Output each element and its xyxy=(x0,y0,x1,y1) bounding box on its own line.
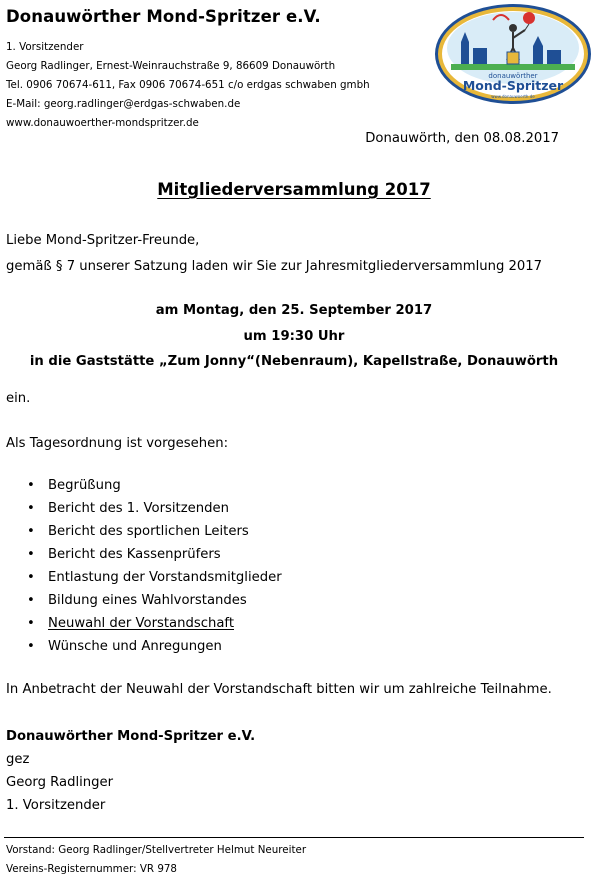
agenda-item-text: Entlastung der Vorstandsmitglieder xyxy=(48,570,282,585)
signature-org: Donauwörther Mond-Spritzer e.V. xyxy=(6,729,256,744)
signature-role: 1. Vorsitzender xyxy=(6,798,106,813)
document-title-text: Mitgliederversammlung 2017 xyxy=(157,180,431,199)
event-details xyxy=(0,298,588,375)
bullet-icon: • xyxy=(27,593,35,608)
agenda-item xyxy=(6,635,282,658)
letterhead-contact xyxy=(6,38,370,133)
signature-block xyxy=(6,725,255,817)
letterhead-website: www.donauwoerther-mondspritzer.de xyxy=(6,117,199,129)
footer-board: Vorstand: Georg Radlinger/Stellvertreter Helmut Neureiter xyxy=(6,844,307,856)
agenda-item-text: Bildung eines Wahlvorstandes xyxy=(48,593,247,608)
agenda-item xyxy=(6,543,282,566)
signature-name: Georg Radlinger xyxy=(6,775,114,790)
logo-top-text: donauwörther xyxy=(488,72,538,80)
agenda-item xyxy=(6,566,282,589)
event-time: um 19:30 Uhr xyxy=(243,328,345,344)
logo-main-text: Mond-Spritzer xyxy=(462,78,564,93)
bullet-icon: • xyxy=(27,501,35,516)
club-logo xyxy=(433,2,593,106)
intro-text: gemäß § 7 unserer Satzung laden wir Sie zur Jahresmitgliederversammlung 2017 xyxy=(6,259,543,274)
footer xyxy=(6,841,306,879)
letterhead-email: E-Mail: georg.radlinger@erdgas-schwaben.de xyxy=(6,98,241,110)
agenda-item-text: Bericht des sportlichen Leiters xyxy=(48,524,249,539)
letter-date: Donauwörth, den 08.08.2017 xyxy=(365,131,559,146)
agenda-item-text: Bericht des 1. Vorsitzenden xyxy=(48,501,229,516)
bullet-icon: • xyxy=(27,547,35,562)
participation-note: In Anbetracht der Neuwahl der Vorstandschaft bitten wir um zahlreiche Teilnahme. xyxy=(6,682,552,697)
letterhead-address: Georg Radlinger, Ernest-Weinrauchstraße 9, 86609 Donauwörth xyxy=(6,60,336,72)
agenda-item xyxy=(6,520,282,543)
agenda-item-text: Wünsche und Anregungen xyxy=(48,639,222,654)
letterhead-role: 1. Vorsitzender xyxy=(6,41,84,53)
bullet-icon: • xyxy=(27,478,35,493)
footer-divider xyxy=(4,837,584,838)
logo-url-text: www.donauwoerth.de xyxy=(491,94,535,99)
bullet-icon: • xyxy=(27,570,35,585)
agenda-item-text: Begrüßung xyxy=(48,478,121,493)
agenda-intro: Als Tagesordnung ist vorgesehen: xyxy=(6,436,229,451)
bullet-icon: • xyxy=(27,616,35,631)
agenda-item xyxy=(6,612,282,635)
footer-registry: Vereins-Registernummer: VR 978 xyxy=(6,863,177,875)
letterhead-phone: Tel. 0906 70674-611, Fax 0906 70674-651 c/o erdgas schwaben gmbh xyxy=(6,79,370,91)
agenda-item-text: Bericht des Kassenprüfers xyxy=(48,547,221,562)
bullet-icon: • xyxy=(27,639,35,654)
organization-name: Donauwörther Mond-Spritzer e.V. xyxy=(6,7,321,26)
agenda-list xyxy=(6,474,282,658)
agenda-item xyxy=(6,474,282,497)
salutation: Liebe Mond-Spritzer-Freunde, xyxy=(6,233,200,248)
signature-gez: gez xyxy=(6,752,30,767)
event-place: in die Gaststätte „Zum Jonny“(Nebenraum), Kapellstraße, Donauwörth xyxy=(29,354,559,369)
closing-word: ein. xyxy=(6,391,31,406)
event-date: am Montag, den 25. September 2017 xyxy=(155,303,433,318)
document-title xyxy=(0,180,588,199)
agenda-item-text: Neuwahl der Vorstandschaft xyxy=(48,616,234,631)
agenda-item xyxy=(6,497,282,520)
agenda-item xyxy=(6,589,282,612)
bullet-icon: • xyxy=(27,524,35,539)
